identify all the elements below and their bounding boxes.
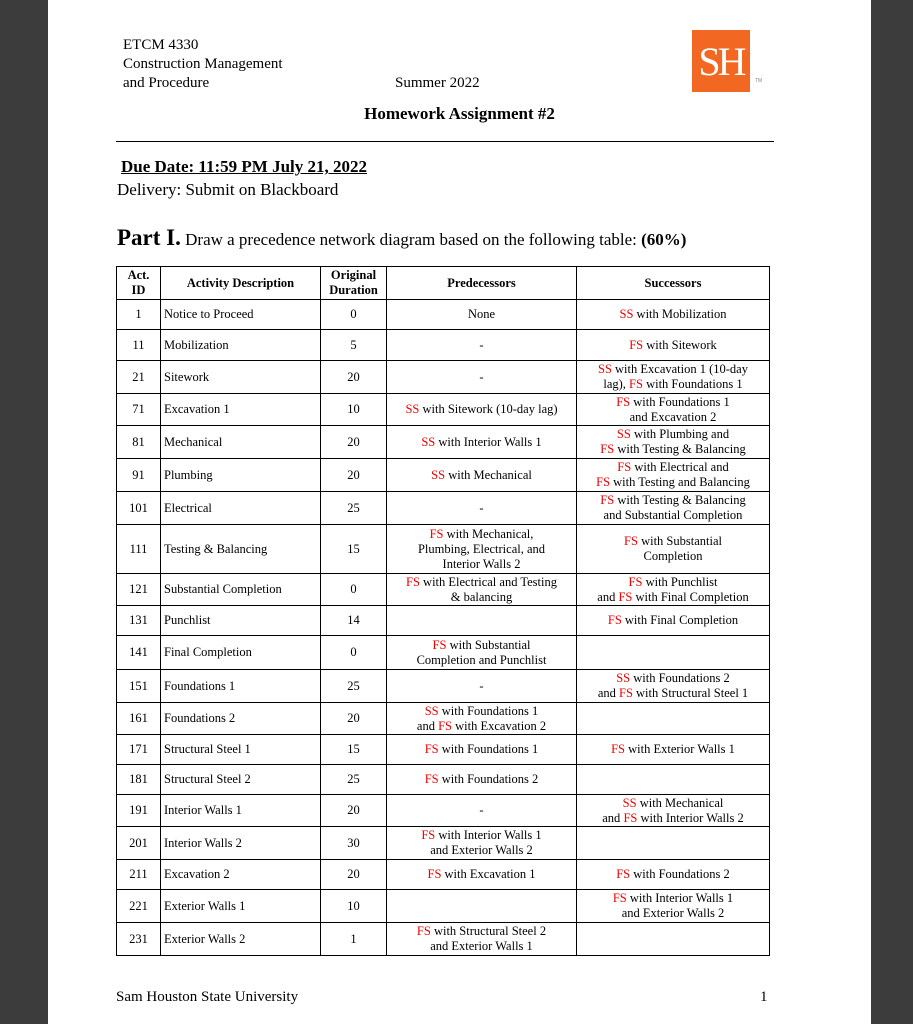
part1-instruction: Draw a precedence network diagram based on the following table:: [180, 230, 642, 249]
relation-text: with Electrical and Testing: [419, 574, 557, 589]
relation-text: with Structural Steel 1: [632, 686, 749, 700]
relation-type: FS: [616, 394, 631, 409]
relation-text: and: [597, 686, 619, 700]
semester: Summer 2022: [395, 75, 480, 91]
activity-description: Substantial Completion: [161, 574, 321, 606]
activity-description: Plumbing: [161, 459, 321, 492]
activity-id: 91: [117, 459, 161, 492]
due-date: Due Date: 11:59 PM July 21, 2022: [121, 157, 368, 176]
table-body: [117, 300, 770, 956]
relation-text: and Excavation 2: [629, 409, 717, 424]
relation-type: SS: [405, 402, 420, 416]
activity-id: 141: [117, 636, 161, 670]
predecessors-cell: [387, 361, 577, 394]
relation-type: FS: [629, 377, 643, 391]
relation-type: FS: [438, 718, 452, 733]
predecessors-cell: [387, 827, 577, 860]
relation-text: with Mechanical,: [443, 526, 534, 541]
relation-text: with Punchlist: [642, 574, 718, 589]
table-row: [117, 923, 770, 956]
activity-id: 171: [117, 735, 161, 765]
successors-cell: [577, 636, 770, 670]
relation-text: with Interior Walls 1: [626, 891, 734, 905]
activity-id: 81: [117, 426, 161, 459]
relation-text: with Structural Steel 2: [430, 924, 547, 938]
activity-id: 161: [117, 703, 161, 735]
relation-text: and Exterior Walls 2: [430, 843, 533, 857]
original-duration: 20: [321, 860, 387, 890]
activity-description: Structural Steel 1: [161, 735, 321, 765]
table-row: [117, 860, 770, 890]
predecessors-cell: [387, 606, 577, 636]
relation-text: with Foundations 1: [438, 703, 539, 718]
original-duration: 10: [321, 394, 387, 426]
footer-university: Sam Houston State University: [116, 989, 299, 1005]
relation-type: FS: [612, 891, 627, 905]
relation-type: FS: [429, 526, 444, 541]
activity-description: Foundations 1: [161, 670, 321, 703]
original-duration: 0: [321, 300, 387, 330]
relation-type: SS: [622, 795, 637, 810]
relation-text: with Foundations 1: [630, 394, 730, 409]
predecessors-cell: [387, 636, 577, 670]
table-row: [117, 795, 770, 827]
table-row: [117, 330, 770, 361]
relation-text: with Foundations 2: [630, 867, 730, 881]
table-row: [117, 525, 770, 574]
relation-text: and Substantial Completion: [603, 508, 743, 522]
header-divider: [116, 141, 774, 142]
relation-text: with Electrical and: [631, 460, 729, 474]
relation-type: FS: [596, 475, 611, 489]
relation-text: and: [416, 718, 439, 733]
successors-cell: [577, 330, 770, 361]
relation-text: Plumbing, Electrical, and: [417, 541, 546, 556]
successors-cell: [577, 703, 770, 735]
relation-text: and Exterior Walls 2: [621, 906, 725, 920]
relation-text: None: [467, 307, 496, 321]
relation-type: FS: [616, 867, 631, 881]
table-row: [117, 394, 770, 426]
relation-type: FS: [421, 828, 436, 842]
relation-type: SS: [424, 703, 439, 718]
successors-cell: [577, 459, 770, 492]
original-duration: 25: [321, 765, 387, 795]
activity-description: Interior Walls 1: [161, 795, 321, 827]
relation-text: with Sitework: [643, 337, 717, 352]
relation-text: with Testing & Balancing: [614, 442, 746, 456]
page-number: 1: [760, 989, 768, 1005]
course-name-line1: Construction Management: [123, 56, 283, 72]
table-row: [117, 890, 770, 923]
predecessors-cell: [387, 330, 577, 361]
activity-description: Electrical: [161, 492, 321, 525]
original-duration: 20: [321, 426, 387, 459]
original-duration: 20: [321, 361, 387, 394]
relation-text: with Foundations 1: [438, 742, 539, 756]
original-duration: 1: [321, 923, 387, 956]
table-row: [117, 361, 770, 394]
relation-type: FS: [624, 534, 638, 548]
relation-text: with Interior Walls 1: [435, 828, 542, 842]
activity-id: 121: [117, 574, 161, 606]
activity-id: 181: [117, 765, 161, 795]
activity-description: Exterior Walls 2: [161, 923, 321, 956]
activity-id: 71: [117, 394, 161, 426]
table-row: [117, 735, 770, 765]
original-duration: 10: [321, 890, 387, 923]
predecessors-cell: [387, 890, 577, 923]
relation-text: -: [479, 678, 484, 693]
relation-type: FS: [432, 637, 447, 652]
original-duration: 30: [321, 827, 387, 860]
relation-text: Interior Walls 2: [442, 556, 521, 571]
course-info: [123, 36, 283, 93]
original-duration: 20: [321, 795, 387, 827]
activity-table: [116, 266, 770, 956]
table-row: [117, 703, 770, 735]
relation-text: with Final Completion: [621, 613, 739, 627]
relation-text: lag),: [603, 377, 630, 391]
activity-description: Punchlist: [161, 606, 321, 636]
logo-trademark: TM: [755, 78, 763, 84]
relation-text: with Substantial: [446, 637, 531, 652]
relation-text: with Mechanical: [445, 467, 532, 482]
relation-text: with Excavation 1 (10-day: [611, 362, 748, 376]
original-duration: 20: [321, 703, 387, 735]
relation-text: with Excavation 2: [452, 718, 547, 733]
activity-description: Testing & Balancing: [161, 525, 321, 574]
relation-type: FS: [424, 742, 439, 756]
relation-text: with Foundations 2: [630, 671, 730, 685]
predecessors-cell: [387, 860, 577, 890]
original-duration: 25: [321, 670, 387, 703]
table-row: [117, 670, 770, 703]
relation-text: with Interior Walls 1: [435, 434, 542, 449]
activity-description: Structural Steel 2: [161, 765, 321, 795]
original-duration: 20: [321, 459, 387, 492]
activity-id: 1: [117, 300, 161, 330]
table-row: [117, 300, 770, 330]
activity-description: Foundations 2: [161, 703, 321, 735]
successors-cell: [577, 300, 770, 330]
relation-type: FS: [619, 686, 633, 700]
original-duration: 15: [321, 735, 387, 765]
relation-text: -: [479, 803, 484, 817]
relation-text: with Plumbing and: [630, 427, 730, 441]
part1-weight: (60%): [641, 230, 687, 249]
successors-cell: [577, 426, 770, 459]
activity-description: Mobilization: [161, 330, 321, 361]
activity-id: 221: [117, 890, 161, 923]
assignment-title: Homework Assignment #2: [364, 104, 555, 123]
activity-id: 131: [117, 606, 161, 636]
original-duration: 0: [321, 574, 387, 606]
course-name-line2: and Procedure: [123, 75, 210, 91]
successors-cell: [577, 827, 770, 860]
predecessors-cell: [387, 795, 577, 827]
relation-type: FS: [611, 742, 626, 756]
successors-cell: [577, 670, 770, 703]
relation-type: SS: [431, 467, 446, 482]
relation-text: with Foundations 1: [642, 377, 743, 391]
relation-text: -: [479, 369, 484, 384]
relation-text: with Interior Walls 2: [637, 810, 744, 825]
relation-text: with Mechanical: [636, 795, 724, 810]
relation-type: FS: [600, 493, 615, 507]
successors-cell: [577, 923, 770, 956]
predecessors-cell: [387, 735, 577, 765]
relation-text: with Mobilization: [633, 307, 727, 321]
activity-id: 231: [117, 923, 161, 956]
predecessors-cell: [387, 426, 577, 459]
activity-id: 211: [117, 860, 161, 890]
relation-type: SS: [598, 362, 612, 376]
activity-description: Exterior Walls 1: [161, 890, 321, 923]
relation-text: with Exterior Walls 1: [625, 742, 735, 756]
relation-text: with Final Completion: [632, 589, 749, 604]
successors-cell: [577, 795, 770, 827]
document-page: [48, 0, 871, 1024]
successors-cell: [577, 394, 770, 426]
relation-text: -: [479, 500, 484, 515]
activity-id: 111: [117, 525, 161, 574]
relation-type: FS: [618, 589, 633, 604]
relation-text: with Testing and Balancing: [610, 475, 750, 489]
relation-text: and Exterior Walls 1: [430, 939, 533, 953]
course-code: ETCM 4330: [123, 37, 199, 53]
successors-cell: [577, 860, 770, 890]
activity-description: Notice to Proceed: [161, 300, 321, 330]
successors-cell: [577, 492, 770, 525]
relation-text: Completion: [643, 549, 703, 563]
table-row: [117, 765, 770, 795]
relation-text: -: [479, 337, 484, 352]
predecessors-cell: [387, 765, 577, 795]
relation-text: and: [602, 810, 624, 825]
university-logo: SH: [692, 30, 750, 92]
predecessors-cell: [387, 492, 577, 525]
predecessors-cell: [387, 923, 577, 956]
successors-cell: [577, 361, 770, 394]
activity-id: 101: [117, 492, 161, 525]
predecessors-cell: [387, 574, 577, 606]
activity-description: Interior Walls 2: [161, 827, 321, 860]
relation-type: FS: [628, 574, 643, 589]
successors-cell: [577, 735, 770, 765]
activity-id: 11: [117, 330, 161, 361]
part1-label: Part I.: [117, 225, 181, 250]
successors-cell: [577, 606, 770, 636]
part1-heading: [117, 225, 686, 251]
relation-text: & balancing: [450, 589, 513, 604]
relation-type: FS: [629, 337, 644, 352]
relation-type: FS: [623, 810, 638, 825]
relation-text: with Sitework (10-day lag): [419, 402, 558, 416]
table-row: [117, 426, 770, 459]
delivery-instructions: Delivery: Submit on Blackboard: [117, 180, 339, 199]
activity-description: Mechanical: [161, 426, 321, 459]
relation-text: with Testing & Balancing: [614, 493, 746, 507]
relation-type: FS: [406, 574, 420, 589]
header-act-id: Act. ID: [117, 267, 161, 300]
activity-id: 151: [117, 670, 161, 703]
original-duration: 15: [321, 525, 387, 574]
table-row: [117, 827, 770, 860]
predecessors-cell: [387, 703, 577, 735]
original-duration: 14: [321, 606, 387, 636]
table-row: [117, 574, 770, 606]
relation-text: and: [597, 589, 619, 604]
successors-cell: [577, 574, 770, 606]
relation-type: FS: [600, 442, 615, 456]
activity-description: Excavation 2: [161, 860, 321, 890]
table-header-row: [117, 267, 770, 300]
predecessors-cell: [387, 459, 577, 492]
table-row: [117, 492, 770, 525]
original-duration: 0: [321, 636, 387, 670]
relation-text: with Substantial: [637, 534, 722, 548]
relation-type: FS: [617, 460, 632, 474]
header-successors: Successors: [577, 267, 770, 300]
predecessors-cell: [387, 670, 577, 703]
relation-type: SS: [619, 307, 634, 321]
activity-id: 201: [117, 827, 161, 860]
activity-description: Final Completion: [161, 636, 321, 670]
relation-type: FS: [607, 613, 622, 627]
activity-description: Sitework: [161, 361, 321, 394]
table-row: [117, 606, 770, 636]
relation-type: SS: [616, 427, 631, 441]
relation-type: SS: [616, 671, 631, 685]
relation-type: FS: [427, 867, 442, 881]
relation-type: FS: [416, 924, 431, 938]
relation-text: with Excavation 1: [441, 867, 536, 881]
original-duration: 25: [321, 492, 387, 525]
header-activity-description: Activity Description: [161, 267, 321, 300]
original-duration: 5: [321, 330, 387, 361]
relation-text: with Foundations 2: [438, 772, 539, 786]
successors-cell: [577, 890, 770, 923]
relation-type: SS: [421, 434, 436, 449]
predecessors-cell: [387, 300, 577, 330]
table-row: [117, 459, 770, 492]
activity-id: 21: [117, 361, 161, 394]
predecessors-cell: [387, 525, 577, 574]
successors-cell: [577, 765, 770, 795]
relation-type: FS: [424, 772, 439, 786]
activity-id: 191: [117, 795, 161, 827]
table-row: [117, 636, 770, 670]
relation-text: Completion and Punchlist: [416, 652, 547, 667]
predecessors-cell: [387, 394, 577, 426]
successors-cell: [577, 525, 770, 574]
header-original-duration: Original Duration: [321, 267, 387, 300]
header-predecessors: Predecessors: [387, 267, 577, 300]
activity-description: Excavation 1: [161, 394, 321, 426]
